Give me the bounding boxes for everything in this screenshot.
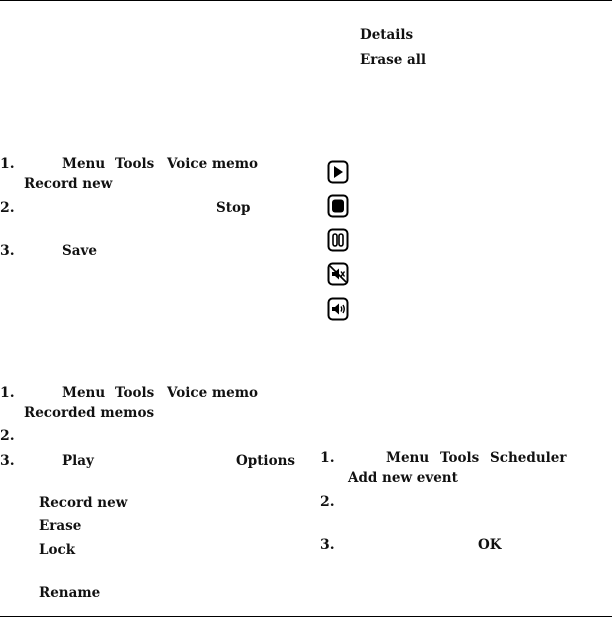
top-rule: [0, 0, 612, 1]
record-step-1-tools: Tools: [115, 156, 155, 172]
play-step-3-play: Play: [62, 453, 94, 469]
pause-icon: [327, 228, 349, 252]
erase-all-item: Erase all: [360, 52, 427, 68]
mute-icon: [327, 262, 349, 286]
record-step-3-number: 3.: [0, 243, 15, 259]
sched-step-1-add-new-event: Add new event: [348, 470, 458, 486]
record-step-1-record-new: Record new: [24, 176, 113, 192]
play-step-3-options: Options: [236, 453, 295, 469]
sched-step-2-number: 2.: [320, 494, 335, 510]
sched-step-1-tools: Tools: [440, 450, 480, 466]
bottom-rule: [0, 616, 612, 617]
option-record-new: Record new: [39, 495, 128, 511]
play-step-3-number: 3.: [0, 453, 15, 469]
record-step-2-number: 2.: [0, 200, 15, 216]
play-step-1-recorded-memos: Recorded memos: [24, 405, 155, 421]
option-lock: Lock: [39, 542, 76, 558]
play-step-1-voice-memo: Voice memo: [167, 385, 259, 401]
play-step-1-number: 1.: [0, 385, 15, 401]
record-step-2-stop: Stop: [216, 200, 251, 216]
record-step-1-number: 1.: [0, 156, 15, 172]
sched-step-1-menu: Menu: [386, 450, 430, 466]
play-step-1-menu: Menu: [62, 385, 106, 401]
details-item: Details: [360, 27, 414, 43]
play-icon: [327, 160, 349, 184]
option-erase: Erase: [39, 518, 82, 534]
option-rename: Rename: [39, 585, 101, 601]
volume-icon: [327, 297, 349, 321]
sched-step-1-number: 1.: [320, 450, 335, 466]
sched-step-1-scheduler: Scheduler: [490, 450, 567, 466]
play-step-2-number: 2.: [0, 428, 15, 444]
record-step-1-voice-memo: Voice memo: [167, 156, 259, 172]
play-step-1-tools: Tools: [115, 385, 155, 401]
record-step-3-save: Save: [62, 243, 97, 259]
sched-step-3-number: 3.: [320, 537, 335, 553]
stop-icon: [327, 194, 349, 218]
sched-step-3-ok: OK: [478, 537, 502, 553]
record-step-1-menu: Menu: [62, 156, 106, 172]
